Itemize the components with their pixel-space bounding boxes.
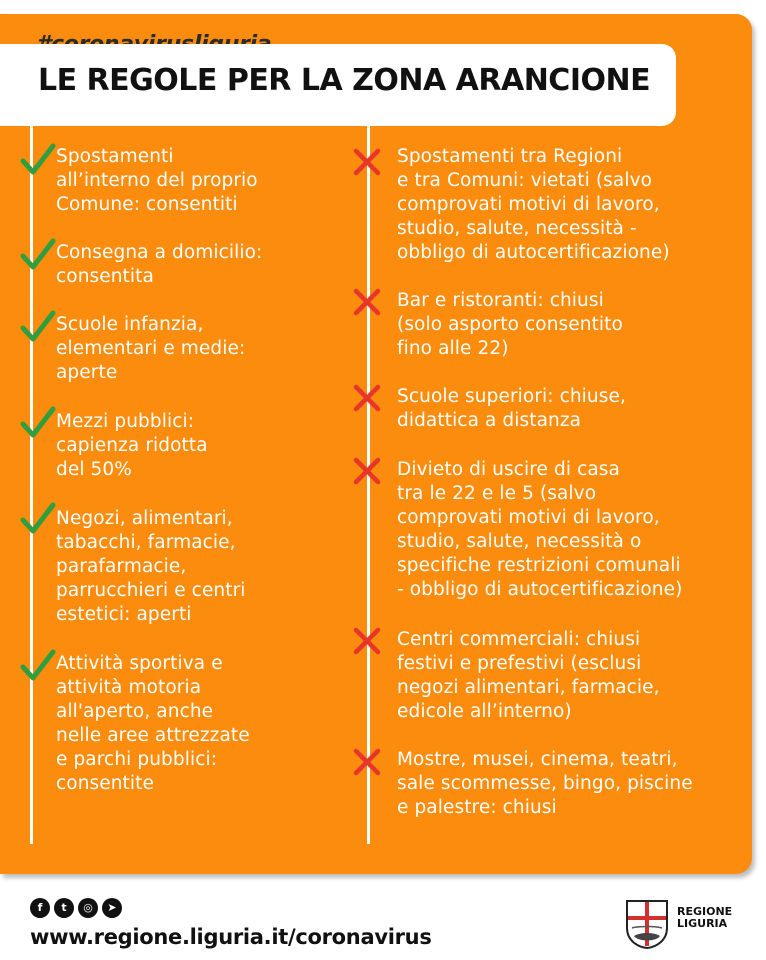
- allowed-item: [56, 145, 258, 217]
- allowed-item-text: Consegna a domicilio: consentita: [56, 242, 263, 287]
- left-divider: [30, 126, 33, 844]
- forbidden-item-text: Spostamenti tra Regioni e tra Comuni: vietati (salvo comprovati motivi di lavoro, studio, salute, necessità - obbligo di autocertificazione): [397, 146, 670, 263]
- check-icon: [20, 502, 56, 540]
- cross-icon: [351, 382, 383, 418]
- allowed-item: [56, 241, 262, 289]
- allowed-item: [56, 652, 250, 796]
- instagram-icon[interactable]: ◎: [78, 898, 98, 918]
- cross-icon: [351, 746, 383, 782]
- facebook-icon[interactable]: f: [30, 898, 50, 918]
- check-icon: [20, 649, 56, 687]
- page-title: LE REGOLE PER LA ZONA ARANCIONE: [38, 63, 651, 98]
- check-icon: [20, 143, 56, 181]
- cross-icon: [351, 146, 383, 182]
- allowed-item-text: Attività sportiva e attività motoria all'aperto, anche nelle aree attrezzate e parchi pubblici: consentite: [56, 653, 250, 794]
- check-icon: [20, 406, 56, 444]
- allowed-item-text: Scuole infanzia, elementari e medie: aperte: [56, 314, 246, 383]
- allowed-item-text: Mezzi pubblici: capienza ridotta del 50%: [56, 411, 208, 480]
- forbidden-item: [397, 145, 670, 265]
- cross-icon: [351, 455, 383, 491]
- check-icon: [20, 310, 56, 348]
- social-icons: [30, 898, 122, 918]
- forbidden-item-text: Centri commerciali: chiusi festivi e prefestivi (esclusi negozi alimentari, farmacie, edicole all’interno): [397, 629, 660, 722]
- telegram-icon[interactable]: ➤: [102, 898, 122, 918]
- forbidden-item-text: Scuole superiori: chiuse, didattica a distanza: [397, 386, 626, 431]
- cross-icon: [351, 625, 383, 661]
- allowed-item: [56, 313, 245, 385]
- forbidden-item-text: Bar e ristoranti: chiusi (solo asporto consentito fino alle 22): [397, 290, 623, 359]
- forbidden-item: [397, 748, 693, 820]
- allowed-item-text: Negozi, alimentari, tabacchi, farmacie, parafarmacie, parrucchieri e centri estetici: aperti: [56, 508, 246, 625]
- allowed-item: [56, 410, 208, 482]
- forbidden-item-text: Mostre, musei, cinema, teatri, sale scommesse, bingo, piscine e palestre: chiusi: [397, 749, 693, 818]
- forbidden-item: [397, 458, 682, 602]
- forbidden-item: [397, 289, 623, 361]
- twitter-icon[interactable]: t: [54, 898, 74, 918]
- forbidden-item-text: Divieto di uscire di casa tra le 22 e le 5 (salvo comprovati motivi di lavoro, studio, salute, necessità o specifiche restrizioni comunali - obbligo di autocertificazione): [397, 459, 683, 600]
- allowed-item: [56, 507, 246, 627]
- allowed-item-text: Spostamenti all’interno del proprio Comune: consentiti: [56, 146, 258, 215]
- regione-liguria-shield-icon: [624, 898, 670, 954]
- forbidden-item: [397, 385, 626, 433]
- website-url[interactable]: www.regione.liguria.it/coronavirus: [30, 925, 432, 949]
- cross-icon: [351, 286, 383, 322]
- forbidden-item: [397, 628, 660, 724]
- check-icon: [20, 238, 56, 276]
- logo-text: REGIONE LIGURIA: [677, 905, 733, 930]
